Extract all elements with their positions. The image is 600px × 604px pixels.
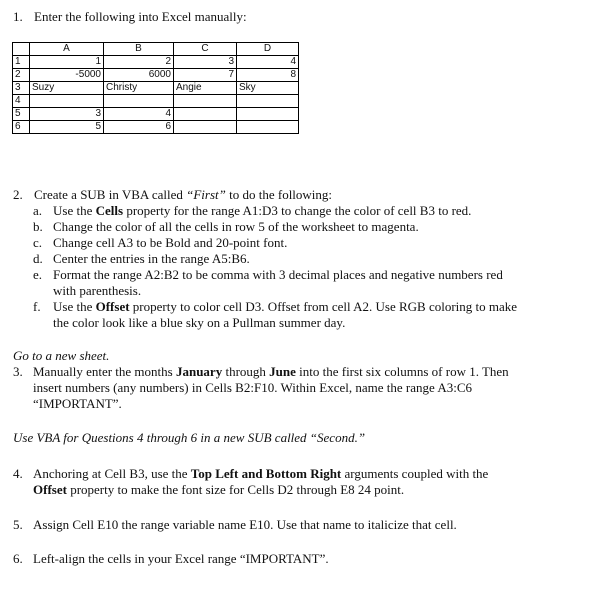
column-header-a: A [30, 43, 104, 56]
cell-b1: 2 [104, 56, 174, 69]
item-letter: c. [33, 235, 43, 250]
q4-text: property to make the font size for Cells D2 through E8 24 point. [66, 482, 405, 497]
cell-a4 [30, 95, 104, 108]
item-text: Change the color of all the cells in row 5 of the worksheet to magenta. [53, 219, 419, 234]
row-header: 4 [13, 95, 30, 108]
question-4-number: 4. [13, 466, 23, 481]
question-6-text: Left-align the cells in your Excel range “IMPORTANT”. [33, 551, 329, 566]
question-4 [13, 466, 489, 482]
question-3-line-2: insert numbers (any numbers) in Cells B2:F10. Within Excel, name the range A3:C6 [33, 380, 472, 395]
cell-a2: -5000 [30, 69, 104, 82]
column-header-b: B [104, 43, 174, 56]
cell-a5: 3 [30, 108, 104, 121]
q4-text: Anchoring at Cell B3, use the [33, 466, 191, 481]
item-text: property to color cell D3. Offset from cell A2. Use RGB coloring to make [129, 299, 518, 314]
q3-text: Manually enter the months [33, 364, 176, 379]
cell-b5: 4 [104, 108, 174, 121]
item-bold: Cells [95, 203, 124, 218]
item-bold: Offset [95, 299, 130, 314]
cell-a6: 5 [30, 121, 104, 134]
cell-c4 [174, 95, 237, 108]
cell-d4 [237, 95, 299, 108]
list-item [33, 299, 518, 315]
list-item [33, 219, 419, 235]
question-6 [13, 551, 329, 567]
cell-c5 [174, 108, 237, 121]
q4-bold-args: Top Left and Bottom Right [190, 466, 342, 481]
cell-b4 [104, 95, 174, 108]
spreadsheet-table [12, 42, 299, 134]
cell-a1: 1 [30, 56, 104, 69]
question-1-text: Enter the following into Excel manually: [34, 9, 247, 24]
item-text: Use the [53, 203, 96, 218]
column-header-c: C [174, 43, 237, 56]
list-item [33, 251, 250, 267]
list-item [33, 267, 503, 283]
cell-d3: Sky [237, 82, 299, 95]
row-header: 1 [13, 56, 30, 69]
table-row [13, 56, 299, 69]
item-letter: f. [33, 299, 41, 314]
row-header: 2 [13, 69, 30, 82]
item-text: Center the entries in the range A5:B6. [53, 251, 250, 266]
column-header-row [13, 43, 299, 56]
cell-c3: Angie [174, 82, 237, 95]
item-text: Change cell A3 to be Bold and 20-point font. [53, 235, 288, 250]
cell-b2: 6000 [104, 69, 174, 82]
cell-c6 [174, 121, 237, 134]
list-item [33, 203, 472, 219]
row-header: 3 [13, 82, 30, 95]
table-row [13, 95, 299, 108]
q3-bold-june: June [269, 364, 296, 379]
question-3 [13, 364, 509, 380]
q4-text: arguments coupled with the [341, 466, 489, 481]
row-header: 6 [13, 121, 30, 134]
q3-text: into the first six columns of row 1. Then [295, 364, 509, 379]
corner-cell [13, 43, 30, 56]
item-text-continued: the color look like a blue sky on a Pullman summer day. [53, 315, 346, 330]
question-2-number: 2. [13, 187, 23, 202]
item-letter: b. [33, 219, 43, 234]
item-letter: a. [33, 203, 43, 218]
question-3-line-3: “IMPORTANT”. [33, 396, 122, 411]
sub-name-first: “First” [186, 187, 226, 202]
item-text: Format the range A2:B2 to be comma with 3 decimal places and negative numbers red [53, 267, 503, 282]
cell-c2: 7 [174, 69, 237, 82]
question-3-number: 3. [13, 364, 23, 379]
cell-d6 [237, 121, 299, 134]
question-5-number: 5. [13, 517, 23, 532]
item-text-continued: with parenthesis. [53, 283, 142, 298]
item-letter: e. [33, 267, 43, 282]
table-row [13, 108, 299, 121]
question-6-number: 6. [13, 551, 23, 566]
q3-text: through [222, 364, 270, 379]
question-2 [13, 187, 332, 203]
table-row [13, 69, 299, 82]
cell-b3: Christy [104, 82, 174, 95]
question-5 [13, 517, 457, 533]
item-letter: d. [33, 251, 43, 266]
cell-a3: Suzy [30, 82, 104, 95]
table-row [13, 121, 299, 134]
question-2-text-pre: Create a SUB in VBA called [34, 187, 187, 202]
list-item [33, 235, 288, 251]
question-1-number: 1. [13, 9, 23, 24]
question-4-line-2 [33, 482, 404, 498]
question-2-text-post: to do the following: [225, 187, 333, 202]
table-row [13, 82, 299, 95]
q3-bold-january: January [175, 364, 223, 379]
cell-d1: 4 [237, 56, 299, 69]
cell-b6: 6 [104, 121, 174, 134]
cell-c1: 3 [174, 56, 237, 69]
instruction-use-vba: Use VBA for Questions 4 through 6 in a new SUB called “Second.” [13, 430, 366, 445]
cell-d2: 8 [237, 69, 299, 82]
item-text: property for the range A1:D3 to change the color of cell B3 to red. [123, 203, 472, 218]
cell-d5 [237, 108, 299, 121]
question-5-text: Assign Cell E10 the range variable name E10. Use that name to italicize that cell. [33, 517, 457, 532]
q4-bold-offset: Offset [33, 482, 67, 497]
item-text: Use the [53, 299, 96, 314]
question-1 [13, 9, 247, 25]
column-header-d: D [237, 43, 299, 56]
instruction-go-to-sheet: Go to a new sheet. [13, 348, 110, 363]
row-header: 5 [13, 108, 30, 121]
